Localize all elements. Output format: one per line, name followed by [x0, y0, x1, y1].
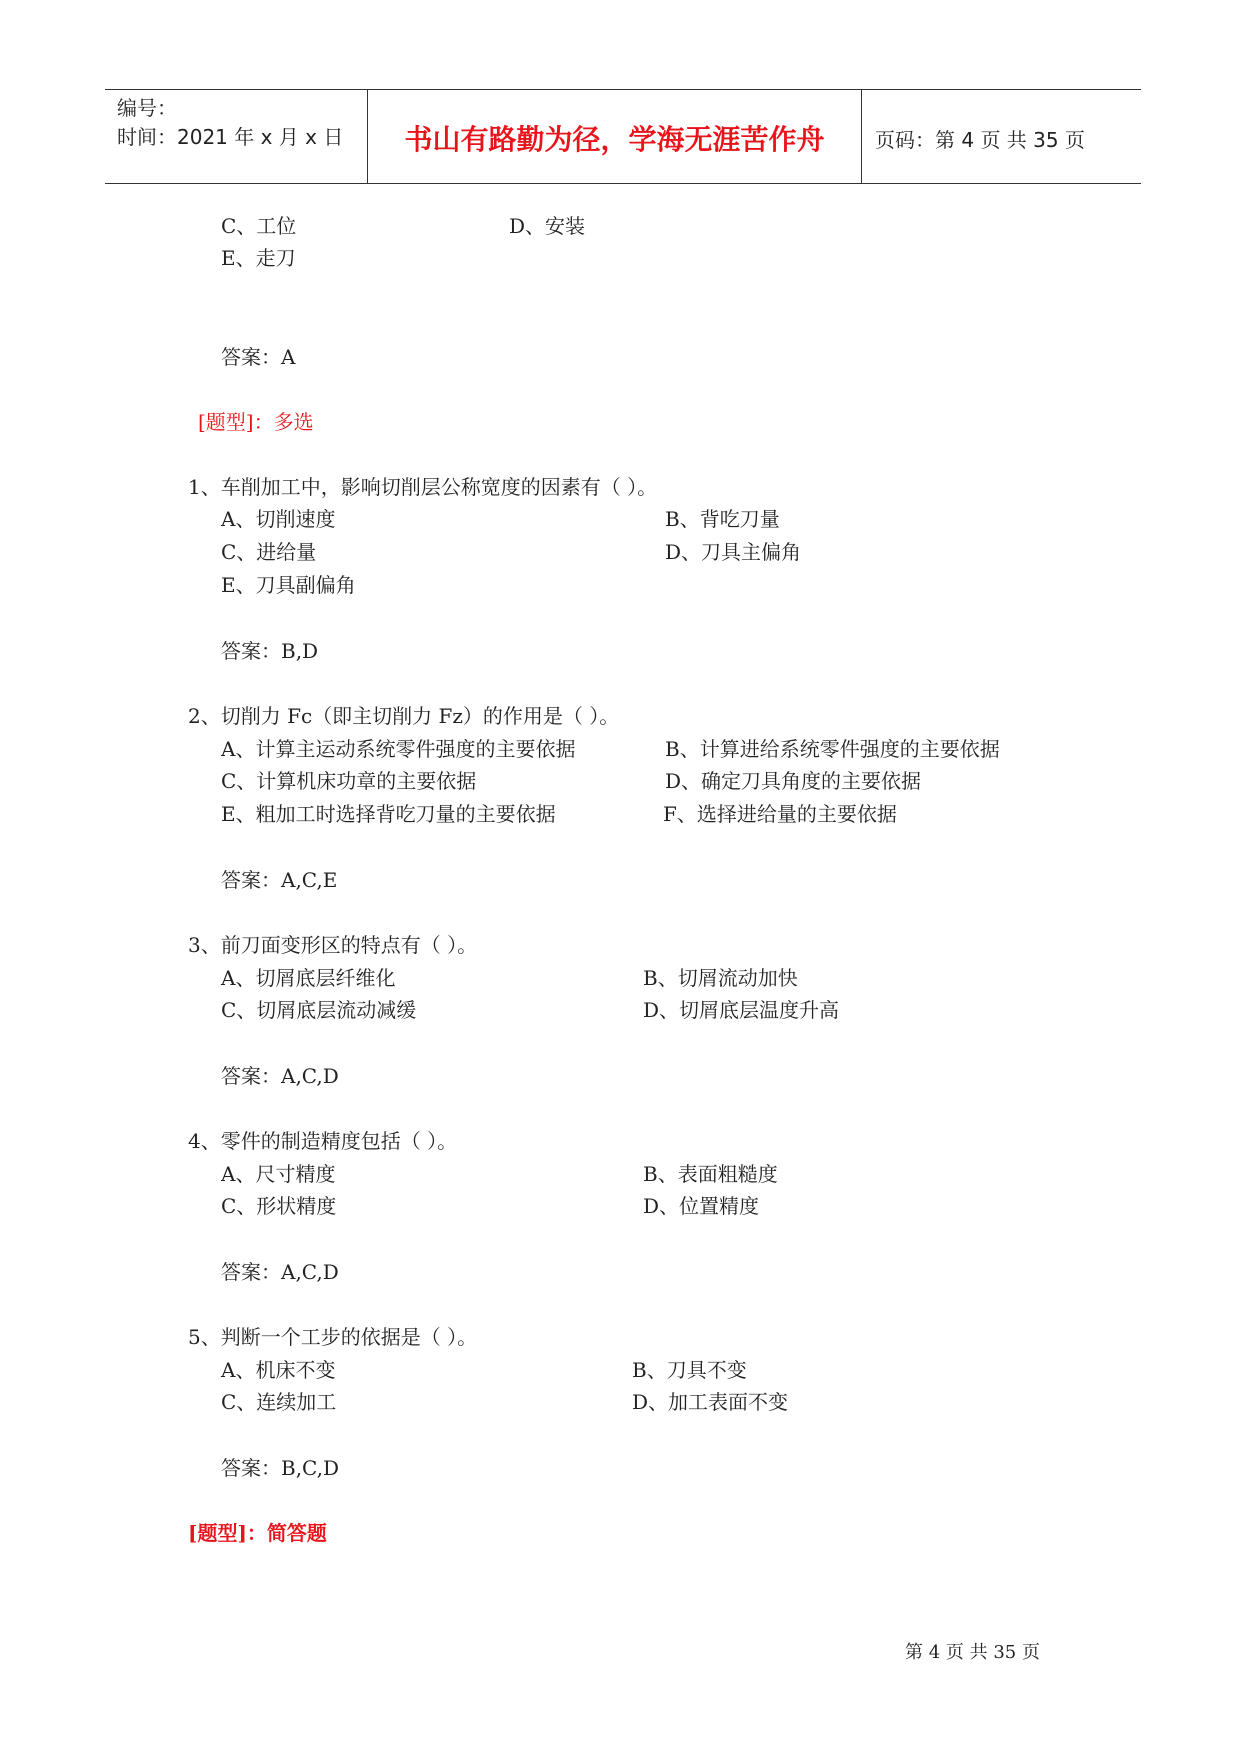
- question-3-option-d: D、切屑底层温度升高: [643, 998, 840, 1022]
- page-footer: 第 4 页 共 35 页: [905, 1642, 1040, 1663]
- motto: 书山有路勤为径，学海无涯苦作舟: [404, 123, 825, 156]
- question-3-option-c: C、切屑底层流动减缓: [221, 998, 417, 1022]
- question-2-option-e: E、粗加工时选择背吃刀量的主要依据: [221, 802, 556, 826]
- header-info-cell: [105, 90, 367, 183]
- question-1-option-c: C、进给量: [221, 540, 317, 564]
- question-4-option-d: D、位置精度: [643, 1194, 760, 1218]
- question-1-option-b: B、背吃刀量: [665, 507, 780, 531]
- section-heading-multi: [题型]：多选: [198, 410, 314, 434]
- question-1-option-e: E、刀具副偏角: [221, 573, 356, 597]
- time-label: 时间：2021 年 x 月 x 日: [117, 125, 344, 149]
- question-2-option-a: A、计算主运动系统零件强度的主要依据: [221, 737, 576, 761]
- question-2-option-f: F、选择进给量的主要依据: [663, 802, 897, 826]
- prev-option-d: D、安装: [509, 214, 586, 238]
- question-5-answer: 答案：B,C,D: [221, 1456, 340, 1480]
- question-1-option-a: A、切削速度: [221, 507, 336, 531]
- page-code: 页码：第 4 页 共 35 页: [875, 128, 1085, 152]
- question-2-option-c: C、计算机床功章的主要依据: [221, 769, 477, 793]
- question-4-option-b: B、表面粗糙度: [643, 1162, 778, 1186]
- prev-option-c: C、工位: [221, 214, 297, 238]
- question-3-option-b: B、切屑流动加快: [643, 966, 798, 990]
- question-4-option-c: C、形状精度: [221, 1194, 337, 1218]
- question-1-option-d: D、刀具主偏角: [665, 540, 802, 564]
- question-1-stem: 1、车削加工中，影响切削层公称宽度的因素有（ ）。: [188, 475, 658, 499]
- question-3-stem: 3、前刀面变形区的特点有（ ）。: [188, 933, 478, 957]
- question-3-answer: 答案：A,C,D: [221, 1064, 339, 1088]
- question-4-stem: 4、零件的制造精度包括（ ）。: [188, 1129, 458, 1153]
- question-4-option-a: A、尺寸精度: [221, 1162, 336, 1186]
- question-5-option-c: C、连续加工: [221, 1390, 337, 1414]
- question-5-option-a: A、机床不变: [221, 1358, 336, 1382]
- page-header: [105, 89, 1141, 184]
- prev-answer: 答案：A: [221, 345, 296, 369]
- prev-option-e: E、走刀: [221, 246, 296, 270]
- question-5-option-b: B、刀具不变: [632, 1358, 747, 1382]
- section-heading-short-answer: [题型]：简答题: [188, 1521, 327, 1545]
- question-2-stem: 2、切削力 Fc（即主切削力 Fz）的作用是（ ）。: [188, 704, 620, 728]
- question-2-option-b: B、计算进给系统零件强度的主要依据: [665, 737, 1000, 761]
- serial-label: 编号：: [117, 96, 177, 120]
- header-page-cell: [861, 90, 1141, 183]
- question-5-option-d: D、加工表面不变: [632, 1390, 789, 1414]
- question-5-stem: 5、判断一个工步的依据是（ ）。: [188, 1325, 478, 1349]
- header-motto-cell: [367, 90, 862, 183]
- question-3-option-a: A、切屑底层纤维化: [221, 966, 396, 990]
- question-1-answer: 答案：B,D: [221, 639, 319, 663]
- question-4-answer: 答案：A,C,D: [221, 1260, 339, 1284]
- question-2-answer: 答案：A,C,E: [221, 868, 338, 892]
- question-2-option-d: D、确定刀具角度的主要依据: [665, 769, 922, 793]
